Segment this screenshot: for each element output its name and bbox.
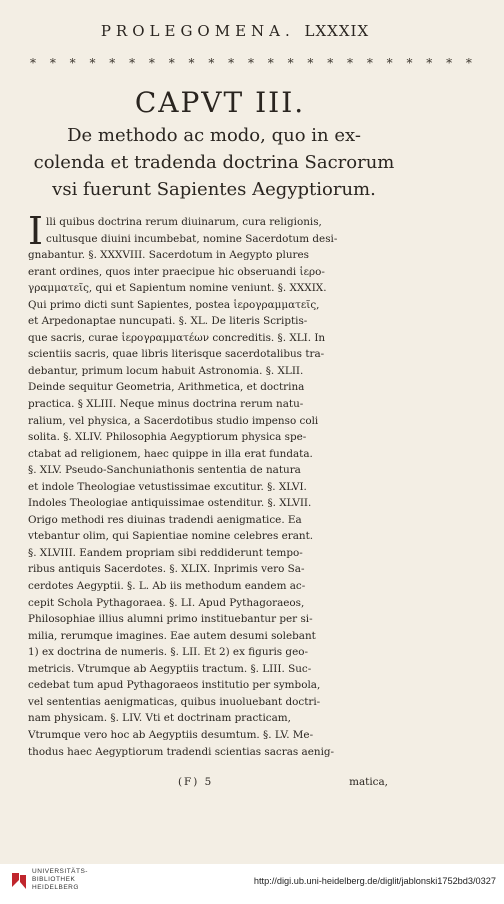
chapter-title-line: colenda et tradenda doctrina Sacrorum <box>33 152 395 173</box>
library-name-line: BIBLIOTHEK <box>32 876 76 883</box>
text-line: cepit Schola Pythagoraea. §. LI. Apud Pythagoraeos, <box>28 596 305 609</box>
text-line: Philosophiae illius alumni primo instituebantur per si- <box>28 613 313 626</box>
text-line: Vtrumque vero hoc ab Aegyptiis desumtum. §. LV. Me- <box>28 728 314 741</box>
library-name-line: HEIDELBERG <box>32 884 79 891</box>
drop-cap: I <box>28 209 44 253</box>
text-line: solita. §. XLIV. Philosophia Aegyptiorum physica spe- <box>28 431 307 444</box>
library-name <box>32 868 88 892</box>
running-header <box>70 22 400 40</box>
text-line: gnabantur. §. XXXVIII. Sacerdotum in Aegypto plures <box>28 249 309 262</box>
text-line: scientiis sacris, quae libris literisque sacerdotalibus tra- <box>28 348 325 361</box>
source-url[interactable]: http://digi.ub.uni-heidelberg.de/diglit/jablonski1752bd3/0327 <box>253 876 496 886</box>
chapter-title-line: De methodo ac modo, quo in ex- <box>67 125 361 146</box>
text-line: erant ordines, quos inter praecipue hic obseruandi ἱερο- <box>28 265 325 278</box>
star-ornament: * * * * * * * * * * * * * * * * * * * * * * * <box>30 56 477 70</box>
text-line: debantur, primum locum habuit Astronomia. §. XLII. <box>28 364 304 377</box>
text-line: vel sententias aenigmaticas, quibus inuoluebant doctri- <box>28 695 321 708</box>
chapter-title-line: vsi fuerunt Sapientes Aegyptiorum. <box>52 179 376 200</box>
library-footer-bar <box>0 864 504 904</box>
text-line: nam physicam. §. LIV. Vti et doctrinam practicam, <box>28 712 291 725</box>
text-line: γραμματεῖς, qui et Sapientum nomine veniunt. §. XXXIX. <box>28 282 327 295</box>
text-line: Indoles Theologiae antiquissimae ostenditur. §. XLVII. <box>28 497 312 510</box>
text-line: Origo methodi res diuinas tradendi aenigmatice. Ea <box>28 513 302 526</box>
catchword: matica, <box>349 776 388 788</box>
chapter-heading: CAPVT III. <box>134 86 306 119</box>
text-line: ralium, vel physica, a Sacerdotibus studio impenso coli <box>28 414 319 427</box>
text-line: lli quibus doctrina rerum diuinarum, cura religionis, <box>46 216 322 228</box>
page-number: LXXXIX <box>304 22 370 40</box>
signature-mark: (F) 5 <box>178 776 214 788</box>
text-line: §. XLVIII. Eandem propriam sibi reddiderunt tempo- <box>28 546 303 559</box>
text-line: §. XLV. Pseudo-Sanchuniathonis sententia de natura <box>28 464 301 477</box>
text-line: Deinde sequitur Geometria, Arithmetica, et doctrina <box>28 381 305 394</box>
text-line: milia, rerumque imagines. Eae autem desumi solebant <box>28 629 316 642</box>
text-line: ctabat ad religionem, haec quippe in illa erat fundata. <box>28 447 313 460</box>
chapter-title <box>24 122 404 203</box>
library-name-line: UNIVERSITÄTS- <box>32 868 88 875</box>
text-line: ribus antiquis Sacerdotes. §. XLIX. Inprimis vero Sa- <box>28 563 305 576</box>
body-text <box>28 209 388 760</box>
text-line: que sacris, curae ἱερογραμματέων concreditis. §. XLI. In <box>28 331 326 344</box>
text-line: cultusque diuini incumbebat, nomine Sacerdotum desi- <box>46 232 338 245</box>
text-line: cedebat tum apud Pythagoraeos institutio per symbola, <box>28 679 321 692</box>
text-line: thodus haec Aegyptiorum tradendi scientias sacras aenig- <box>28 745 335 758</box>
text-line: metricis. Vtrumque ab Aegyptiis tractum. §. LIII. Suc- <box>28 662 312 675</box>
text-line: et indole Theologiae vetustissimae excutitur. §. XLVI. <box>28 480 307 493</box>
text-line: Qui primo dicti sunt Sapientes, postea ἱερογραμματεῖς, <box>28 298 320 311</box>
text-line: 1) ex doctrina de numeris. §. LII. Et 2) ex figuris geo- <box>28 646 309 659</box>
ub-heidelberg-logo-icon <box>8 870 30 892</box>
text-line: et Arpedonaptae nuncupati. §. XL. De literis Scriptis- <box>28 315 308 328</box>
running-title: PROLEGOMENA. <box>100 22 295 40</box>
text-line: cerdotes Aegyptii. §. L. Ab iis methodum eandem ac- <box>28 580 306 593</box>
text-line: practica. § XLIII. Neque minus doctrina rerum natu- <box>28 398 304 411</box>
text-line: vtebantur olim, qui Sapientiae nomine celebres erant. <box>28 530 314 543</box>
